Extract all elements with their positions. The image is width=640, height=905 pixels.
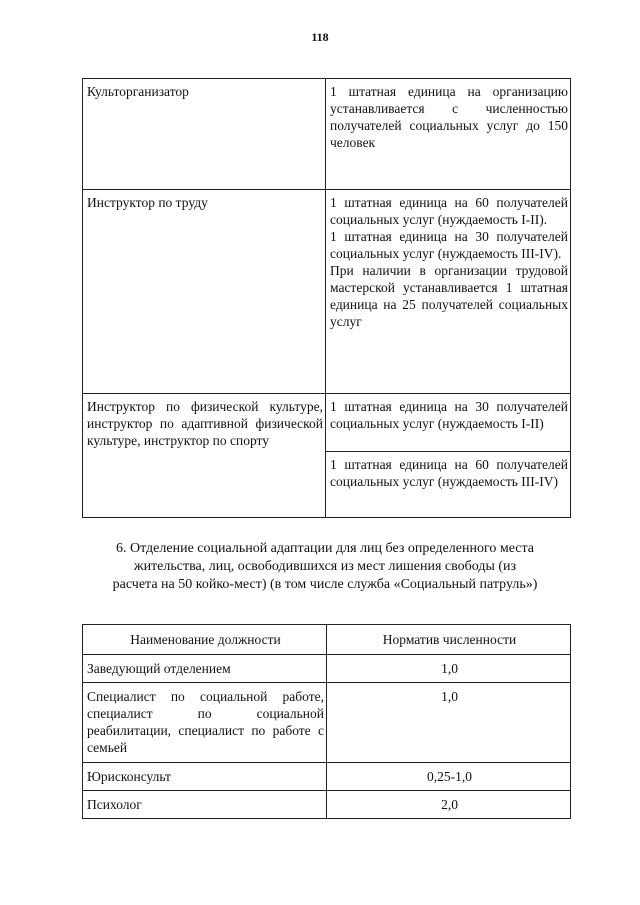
norm-item: При наличии в организации трудовой мастерской устанавливается 1 штатная единица на 25 получателей социальных услуг [330,263,568,329]
position-cell: Культорганизатор [83,79,326,190]
table-header-row [83,625,571,655]
page-number: 118 [311,30,329,44]
value-cell: 1,0 [327,655,571,683]
table-row [83,791,571,819]
position-cell: Заведующий отделением [83,655,327,683]
table-row [83,394,571,452]
norm-cell: 1 штатная единица на 60 получателей социальных услуг (нуждаемость III-IV) [326,452,571,518]
position-cell: Инструктор по физической культуре, инструктор по адаптивной физической культуре, инструктор по спорту [83,394,326,518]
position-cell: Инструктор по труду [83,190,326,394]
norm-cell [326,190,571,394]
staffing-table-continued [82,78,571,518]
value-cell: 1,0 [327,683,571,763]
table-row [83,190,571,394]
value-cell: 0,25-1,0 [327,763,571,791]
table-row [83,79,571,190]
table-row [83,683,571,763]
norm-cell: 1 штатная единица на организацию устанавливается с численностью получателей социальных услуг до 150 человек [326,79,571,190]
value-cell: 2,0 [327,791,571,819]
section-heading: 6. Отделение социальной адаптации для лиц без определенного места жительства, лиц, освободившихся из мест лишения свободы (из расчета на 50 койко-мест) (в том числе служба «Социальный патруль») [112,541,538,592]
table-row [83,655,571,683]
column-header: Наименование должности [83,625,327,655]
norm-item: 1 штатная единица на 60 получателей социальных услуг (нуждаемость I-II). [330,195,568,227]
position-cell: Психолог [83,791,327,819]
norm-item: 1 штатная единица на 30 получателей социальных услуг (нуждаемость III-IV). [330,229,568,261]
section-6-staffing-table [82,624,571,819]
column-header: Норматив численности [327,625,571,655]
position-cell: Юрисконсульт [83,763,327,791]
norm-cell: 1 штатная единица на 30 получателей социальных услуг (нуждаемость I-II) [326,394,571,452]
table-row [83,763,571,791]
position-cell: Специалист по социальной работе, специалист по социальной реабилитации, специалист по работе с семьей [83,683,327,763]
